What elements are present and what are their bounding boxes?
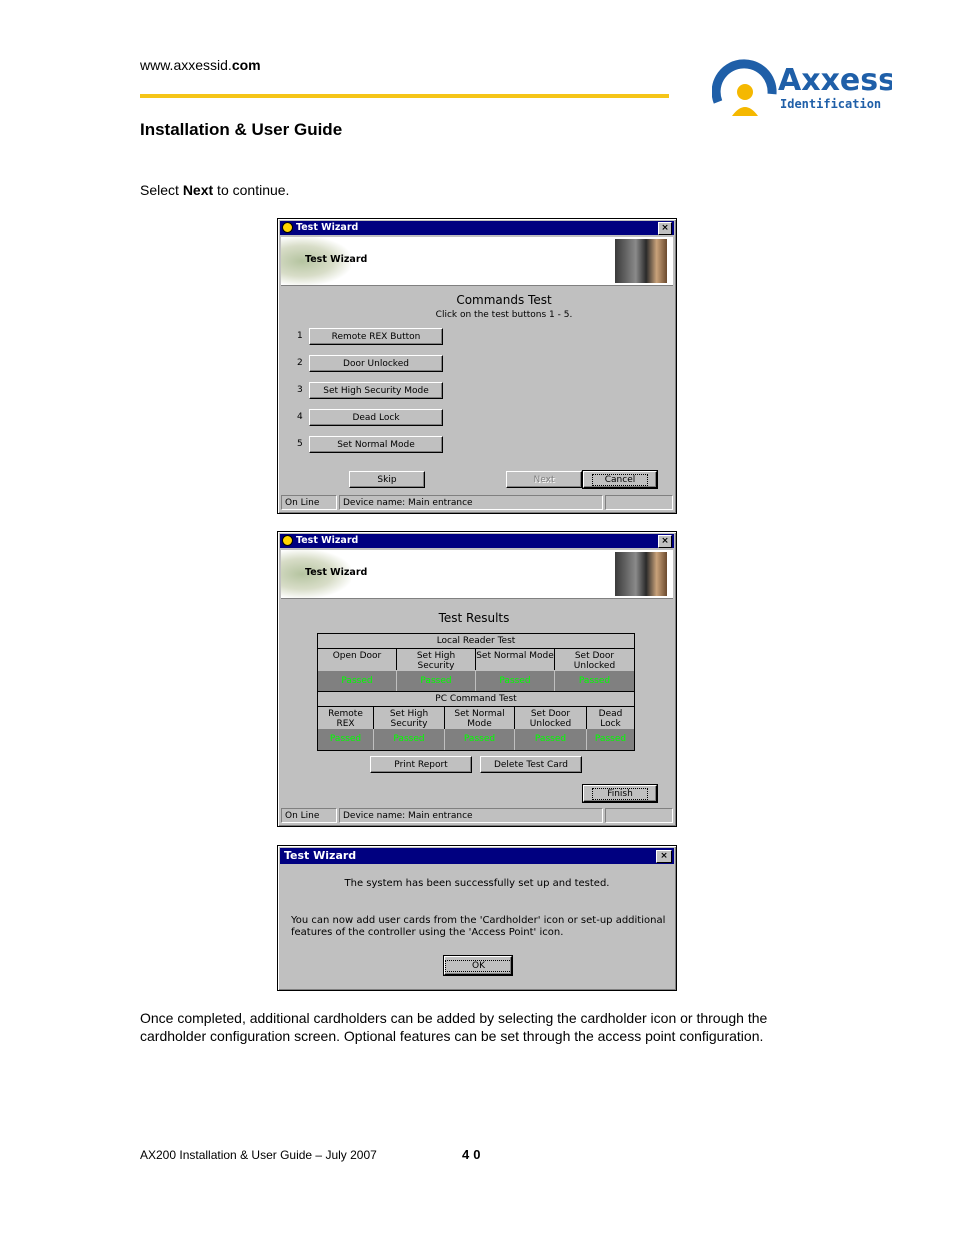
local-result: Passed (318, 671, 397, 691)
ok-button[interactable]: OK (444, 956, 512, 975)
print-report-button[interactable]: Print Report (370, 756, 472, 773)
intro-text: Select Next to continue. (140, 182, 290, 198)
close-icon[interactable]: × (658, 535, 672, 548)
next-steps-message: You can now add user cards from the 'Cardholder' icon or set-up additional features of the controller using the 'Access Point' icon. (291, 915, 666, 938)
local-col-normal-mode: Set Normal Mode (476, 649, 555, 670)
wizard-banner (281, 237, 673, 286)
banner-title: Test Wizard (305, 567, 368, 578)
completion-dialog (277, 845, 677, 991)
dialog-titlebar: Test Wizard × (280, 848, 674, 864)
finish-button[interactable]: Finish (583, 785, 657, 802)
website-url: www.axxessid.com (140, 57, 261, 73)
app-icon (282, 535, 293, 546)
status-device: Device name: Main entrance (339, 808, 603, 823)
local-col-open-door: Open Door (318, 649, 397, 670)
pc-col-normal-mode: Set Normal Mode (445, 707, 515, 729)
set-high-security-button[interactable]: Set High Security Mode (309, 382, 443, 399)
set-normal-mode-button[interactable]: Set Normal Mode (309, 436, 443, 453)
pc-result: Passed (515, 729, 587, 750)
pc-result: Passed (587, 729, 634, 750)
status-bar (281, 495, 673, 511)
keypad-photo (615, 552, 667, 596)
command-number: 3 (297, 385, 303, 395)
keypad-photo (615, 239, 667, 283)
footer-text: AX200 Installation & User Guide – July 2007 (140, 1148, 377, 1162)
banner-title: Test Wizard (305, 254, 368, 265)
window-titlebar: Test Wizard × (280, 221, 674, 235)
results-table (317, 633, 635, 751)
status-bar (281, 808, 673, 824)
status-empty (605, 495, 673, 510)
pc-result: Passed (445, 729, 515, 750)
local-result: Passed (397, 671, 476, 691)
results-heading: Test Results (438, 611, 510, 625)
status-online: On Line (281, 808, 337, 823)
local-col-high-security: Set High Security (397, 649, 476, 670)
remote-rex-button[interactable]: Remote REX Button (309, 328, 443, 345)
delete-test-card-button[interactable]: Delete Test Card (480, 756, 582, 773)
commands-heading: Commands Test (456, 293, 552, 307)
pc-col-door-unlocked: Set Door Unlocked (515, 707, 587, 729)
logo-sub: Identification (780, 97, 882, 111)
dead-lock-button[interactable]: Dead Lock (309, 409, 443, 426)
local-result: Passed (555, 671, 634, 691)
pc-result: Passed (374, 729, 445, 750)
pc-result: Passed (318, 729, 374, 750)
door-unlocked-button[interactable]: Door Unlocked (309, 355, 443, 372)
status-empty (605, 808, 673, 823)
pc-command-header: PC Command Test (318, 691, 634, 707)
page-number: 40 (462, 1147, 485, 1162)
success-message: The system has been successfully set up and tested. (344, 878, 610, 889)
axxess-logo (712, 52, 892, 120)
command-number: 4 (297, 412, 303, 422)
pc-col-high-security: Set High Security (374, 707, 445, 729)
local-reader-header: Local Reader Test (318, 634, 634, 649)
app-icon (282, 222, 293, 233)
axxess-logo-icon (712, 52, 892, 120)
wizard-banner (281, 550, 673, 599)
status-device: Device name: Main entrance (339, 495, 603, 510)
cancel-button[interactable]: Cancel (583, 471, 657, 488)
pc-col-remote-rex: Remote REX (318, 707, 374, 729)
window-titlebar: Test Wizard × (280, 534, 674, 548)
command-number: 2 (297, 358, 303, 368)
local-col-door-unlocked: Set Door Unlocked (573, 651, 616, 671)
skip-button[interactable]: Skip (349, 471, 425, 488)
pc-col-dead-lock: Dead Lock (598, 709, 623, 729)
command-number: 5 (297, 439, 303, 449)
test-results-window (277, 531, 677, 827)
commands-subheading: Click on the test buttons 1 - 5. (435, 310, 573, 320)
command-number: 1 (297, 331, 303, 341)
page-title: Installation & User Guide (140, 120, 343, 139)
header-divider (140, 94, 669, 98)
close-icon[interactable]: × (658, 222, 672, 235)
closing-paragraph: Once completed, additional cardholders can be added by selecting the cardholder icon or through the cardholder configuration screen. Optional features can be set through the access point configuration. (140, 1010, 768, 1044)
local-result: Passed (476, 671, 555, 691)
close-icon[interactable]: × (656, 850, 672, 863)
next-button[interactable]: Next (506, 471, 582, 488)
commands-test-window (277, 218, 677, 514)
logo-word: Axxess (778, 63, 892, 98)
status-online: On Line (281, 495, 337, 510)
